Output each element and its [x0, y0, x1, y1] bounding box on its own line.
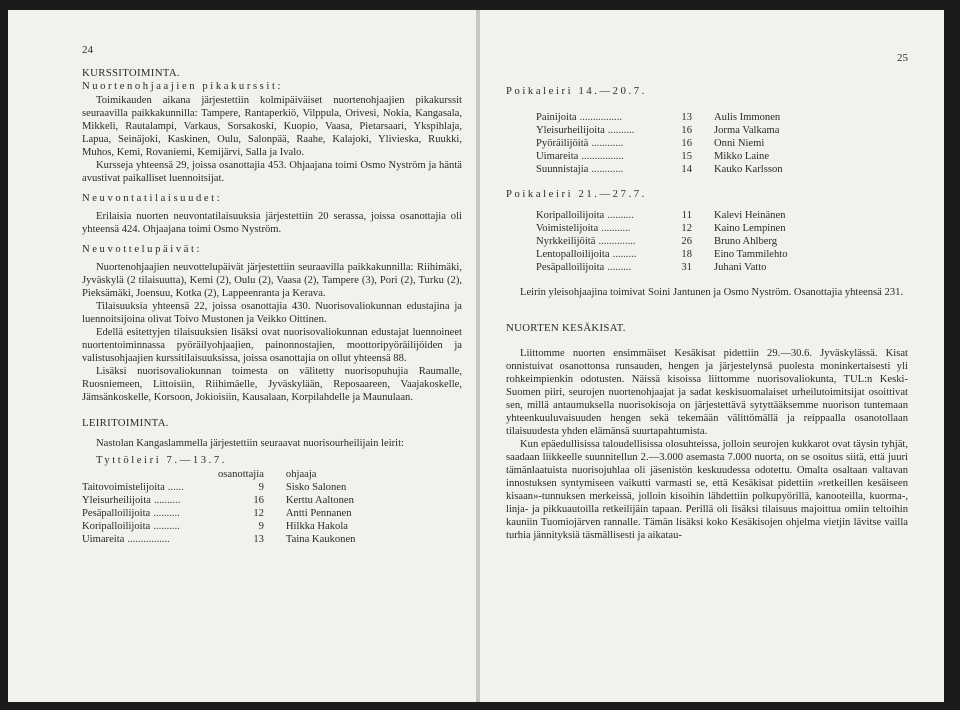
sport-cell — [536, 163, 672, 176]
table-row — [536, 150, 783, 163]
table-row — [536, 261, 788, 274]
table-row — [536, 222, 788, 235]
paragraph: Liittomme nuorten ensimmäiset Kesäkisat pidettiin 29.—30.6. Jyväskylässä. Kisat onnistuivat osanottonsa runsauden, hengen ja järjestelynsä puolesta moninkertaisesti yli rohkeimpienkin odotusten. Näissä kisoissa liittomme nuorisovaliokunta, TUL:n Keski-Suomen piiri, seurojen nuortenohjaajat ja sadat keskisuomalaiset urheilutoimitsijat osoittivat sen, millä antaumuksella nuorisokisoja on järjestettävä sytyttääksemme nuorison tuntemaan yhteenkuuluvaisuuden hengen sekä tekemään välittömällä ja reippaalla osanotollaan tilaisuudesta yhden elämänsä suurtapahtumista. — [506, 348, 908, 437]
count-cell: 16 — [681, 138, 692, 149]
paragraph: Erilaisia nuorten neuvontatilaisuuksia järjestettiin 20 serassa, joissa osanottajia oli yhteensä 424. Ohjaajana toimi Osmo Nyström. — [82, 211, 462, 235]
sport-cell — [82, 481, 218, 494]
count-cell: 13 — [681, 112, 692, 123]
instructor-cell: Eino Tammilehto — [714, 249, 788, 260]
sport-cell — [536, 111, 672, 124]
table-row — [536, 163, 783, 176]
leader-dots: .......... — [153, 495, 181, 506]
leader-dots: ................ — [127, 534, 170, 545]
leader-dots: ........... — [601, 223, 631, 234]
sport-cell — [536, 209, 672, 222]
count-cell: 26 — [681, 236, 692, 247]
right-page — [480, 10, 944, 702]
paragraph: Leirin yleisohjaajina toimivat Soini Jantunen ja Osmo Nyström. Osanottajia yhteensä 231. — [520, 287, 904, 298]
left-page — [8, 10, 476, 702]
table-row — [82, 494, 355, 507]
leader-dots: .......... — [607, 125, 635, 136]
table-row — [82, 520, 355, 533]
instructor-cell: Mikko Laine — [714, 151, 770, 162]
leader-dots: .......... — [153, 508, 180, 519]
count-cell: 11 — [681, 210, 692, 221]
page-number-right: 25 — [897, 52, 908, 64]
instructor-cell: Onni Niemi — [714, 138, 765, 149]
table-row — [536, 137, 783, 150]
subheading-neuvottelupaivat: Neuvottelupäivät: — [82, 244, 203, 255]
instructor-cell: Jorma Valkama — [714, 125, 780, 136]
column-header-participants: osanottajia — [218, 469, 264, 480]
subheading-pikakurssit: Nuortenohjaajien pikakurssit: — [82, 81, 284, 92]
sport-label: Lentopalloilijoita — [536, 249, 610, 260]
count-cell: 16 — [681, 125, 692, 136]
count-cell: 12 — [253, 508, 264, 519]
leader-dots: ...... — [167, 482, 184, 493]
leader-dots: ................ — [579, 112, 622, 123]
table-row — [536, 248, 788, 261]
instructor-cell: Kaino Lempinen — [714, 223, 786, 234]
table-row — [82, 533, 355, 546]
column-header-instructor: ohjaaja — [285, 469, 317, 480]
instructor-cell: Taina Kaukonen — [285, 534, 356, 545]
sport-label: Taitovoimistelijoita — [82, 482, 165, 493]
camp-heading-poikaleiri-1: Poikaleiri 14.—20.7. — [506, 86, 647, 97]
instructor-cell: Kauko Karlsson — [714, 164, 783, 175]
sport-label: Koripalloilijoita — [82, 521, 151, 532]
paragraph: Kursseja yhteensä 29, joissa osanottajia 453. Ohjaajana toimi Osmo Nyström ja häntä avustivat paikalliset luennoitsijat. — [82, 160, 462, 184]
sport-label: Suunnistajia — [536, 164, 589, 175]
sport-cell — [82, 533, 218, 546]
instructor-cell: Kerttu Aaltonen — [285, 495, 354, 506]
paragraph: Kun epäedullisissa taloudellisissa olosuhteissa, jolloin seurojen kukkarot ovat täysin tyhjät, saadaan liikkeelle suunnitellun 2.—3.000 asemasta 7.000 nuorta, on se osoitus siitä, että juuri tämänlaatuista nuorisojuhlaa oli jäsenistön keskuudessa odotettu. Omalta osaltaan valtavan innostuksen syntymiseen vaikutti varmasti se, että Kesäkisat pidettiin »retkeillen kesäiseen kisaan»-tunnuksen merkeissä, jolloin kisoihin lähdettiin polkupyörillä, kanooteilla, kuorma-, linja- ja pikkuautoilla retkeilijäin tapaan. Perillä oli lisäksi tilaisuus majoittua omiin teltoihin kauniin Tuomiojärven rannalle. Tämän lisäksi koko Kesäkisojen ohjelma vietjin lävitse vailla turhia jännityksiä täsmällisesti ja aikatau- — [506, 439, 908, 541]
paragraph: Lisäksi nuorisovaliokunnan toimesta on välitetty nuorisopuhujia Raumalle, Ruosniemeen, Littoisiin, Riihimäelle, Jyväskylään, Reposaareen, Vaajakoskelle, Jämsänkoskelle, Korsoon, Jokioisiin, Kausalaan, Korpilahdelle ja Maunulaan. — [82, 366, 462, 403]
table-row — [536, 111, 783, 124]
sport-cell — [536, 124, 672, 137]
section-title-leiritoiminta: LEIRITOIMINTA. — [82, 417, 169, 429]
instructor-cell: Bruno Ahlberg — [714, 236, 778, 247]
sport-label: Uimareita — [536, 151, 579, 162]
leader-dots: .......... — [607, 210, 634, 221]
instructor-cell: Hilkka Hakola — [285, 521, 348, 532]
sport-cell — [536, 261, 672, 274]
instructor-cell: Sisko Salonen — [285, 482, 347, 493]
paragraph: Edellä esitettyjen tilaisuuksien lisäksi ovat nuorisovaliokunnan edustajat luennoineet nuortentoiminnassa pyöräilyohjaajien, painonnostajien, moottoripyöräilijöiden ja valistusohjaajien kurssitilaisuuksissa, joissa osanottajia on ollut yhteensä 88. — [82, 327, 462, 364]
leader-dots: ................ — [581, 151, 624, 162]
count-cell: 9 — [258, 521, 264, 532]
count-cell: 18 — [681, 249, 692, 260]
leader-dots: .............. — [598, 236, 636, 247]
paragraph: Nuortenohjaajien neuvottelupäivät järjestettiin seuraavilla paikkakunnilla: Riihimäki, Jyväskylä (2 tilaisuutta), Kemi (2), Oulu (2), Vaasa (2), Tampere (3), Pori (2), Turku (2), Pieksämäki, Joensuu, Kotka (2), Lappeenranta ja Kerava. — [82, 262, 462, 299]
camp-table-poikaleiri-2 — [536, 209, 788, 274]
table-row — [82, 507, 355, 520]
leader-dots: .......... — [153, 521, 180, 532]
sport-label: Koripalloilijoita — [536, 210, 605, 221]
paragraph: Tilaisuuksia yhteensä 22, joissa osanottajia 430. Nuorisovaliokunnan edustajina ja luennoitsijoina olivat Toivo Mustonen ja Veikko Oittinen. — [82, 301, 462, 325]
paragraph: Toimikauden aikana järjestettiin kolmipäiväiset nuortenohjaajien pikakurssit seuraavilla paikkakunnilla: Tampere, Rantaperkiö, Vilppula, Orivesi, Nokia, Kangasala, Mikkeli, Rautalampi, Varkaus, Sorsakoski, Kuopio, Vaasa, Pietarsaari, Ykspihlaja, Lapua, Seinäjoki, Kaskinen, Oulu, Salonpää, Raahe, Kalajoki, Ylivieska, Ruukki, Muhos, Kemi, Rovaniemi, Kemijärvi, Salla ja Ivalo. — [82, 95, 462, 158]
sport-cell — [536, 222, 672, 235]
table-row — [82, 481, 355, 494]
sport-cell — [536, 248, 672, 261]
sport-label: Yleisurheilijoita — [536, 125, 605, 136]
sport-label: Painijoita — [536, 112, 577, 123]
sport-label: Yleisurheilijoita — [82, 495, 151, 506]
table-row — [536, 209, 788, 222]
instructor-cell: Antti Pennanen — [285, 508, 352, 519]
count-cell: 14 — [681, 164, 692, 175]
camp-table-poikaleiri-1 — [536, 111, 783, 176]
camp-table-tyttoleiri — [82, 468, 355, 546]
leader-dots: ............ — [591, 164, 624, 175]
sport-cell — [536, 137, 672, 150]
subheading-neuvontatilaisuudet: Neuvontatilaisuudet: — [82, 193, 223, 204]
leader-dots: ............ — [591, 138, 624, 149]
sport-cell — [82, 494, 218, 507]
count-cell: 12 — [681, 223, 692, 234]
sport-cell — [536, 235, 672, 248]
section-title-kurssitoiminta: KURSSITOIMINTA. — [82, 67, 180, 79]
page-number-left: 24 — [82, 44, 93, 56]
sport-cell — [82, 520, 218, 533]
sport-label: Pesäpalloilijoita — [536, 262, 605, 273]
count-cell: 13 — [253, 534, 264, 545]
sport-label: Nyrkkeilijöitä — [536, 236, 596, 247]
count-cell: 16 — [253, 495, 264, 506]
sport-label: Voimistelijoita — [536, 223, 599, 234]
sport-cell — [82, 507, 218, 520]
count-cell: 31 — [681, 262, 692, 273]
camp-heading-poikaleiri-2: Poikaleiri 21.—27.7. — [506, 189, 647, 200]
table-row — [536, 124, 783, 137]
instructor-cell: Kalevi Heinänen — [714, 210, 786, 221]
leader-dots: ......... — [607, 262, 632, 273]
sport-label: Pyöräilijöitä — [536, 138, 589, 149]
instructor-cell: Juhani Vatto — [714, 262, 767, 273]
section-title-nuorten-kesakisat: NUORTEN KESÄKISAT. — [506, 322, 626, 334]
leader-dots: ......... — [612, 249, 637, 260]
sport-cell — [536, 150, 672, 163]
sport-label: Pesäpalloilijoita — [82, 508, 151, 519]
sport-label: Uimareita — [82, 534, 125, 545]
table-row — [536, 235, 788, 248]
camp-heading-tyttoleiri: Tyttöleiri 7.—13.7. — [96, 455, 228, 466]
paragraph: Nastolan Kangaslammella järjestettiin seuraavat nuorisourheilijain leirit: — [96, 438, 405, 449]
count-cell: 15 — [681, 151, 692, 162]
instructor-cell: Aulis Immonen — [714, 112, 781, 123]
count-cell: 9 — [258, 482, 264, 493]
